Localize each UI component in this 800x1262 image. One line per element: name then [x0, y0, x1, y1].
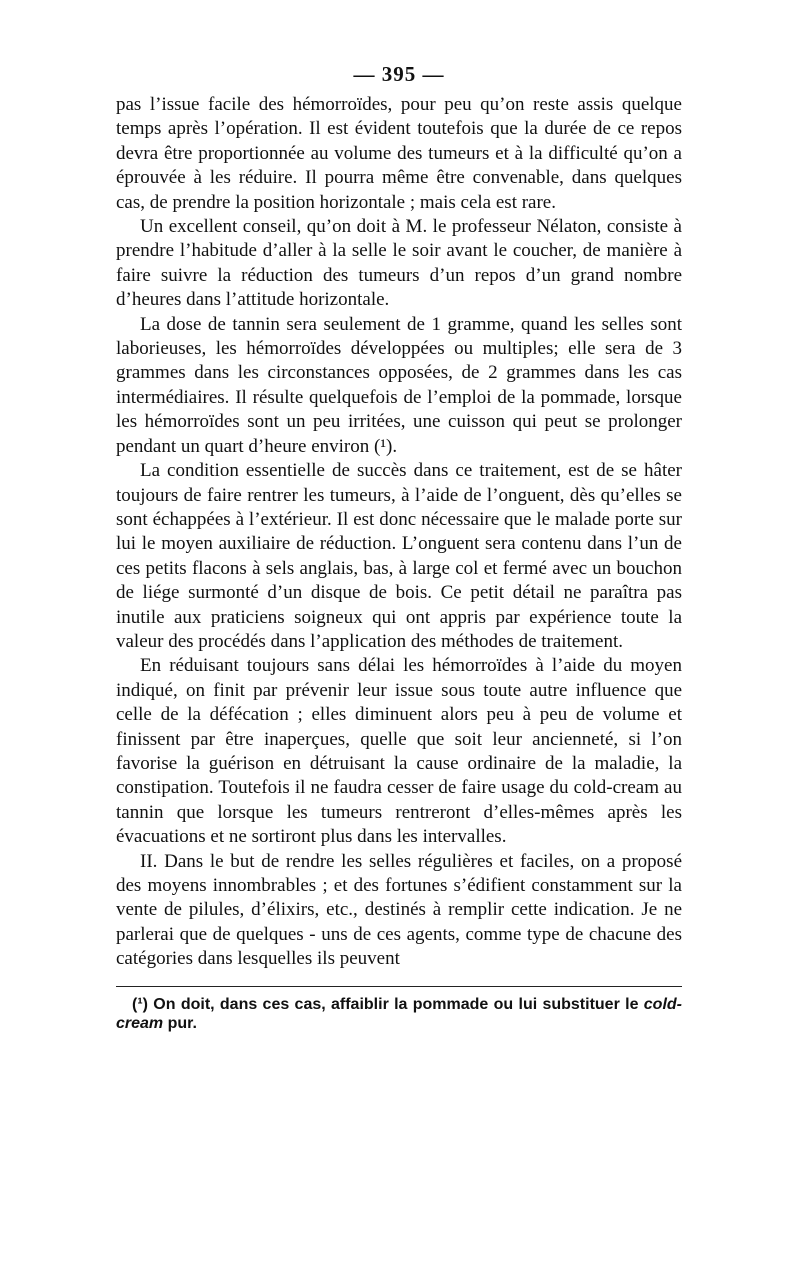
footnote-divider [116, 986, 682, 987]
footnote [116, 995, 682, 1033]
book-page [116, 55, 682, 1033]
paragraph-3: La dose de tannin sera seulement de 1 gramme, quand les selles sont laborieuses, les hémorroïdes développées ou multiples; elle sera de 3 grammes dans les circonstances opposées, de 2 grammes dans les cas intermédiaires. Il résulte quelquefois de l’emploi de la pommade, lorsque les hémorroïdes sont un peu irritées, une cuisson qui peut se prolonger pendant un quart d’heure environ (¹). [116, 313, 682, 457]
footnote-text: (¹) On doit, dans ces cas, affaiblir la pommade ou lui substituer le [132, 995, 639, 1013]
footnote-end: pur. [167, 1014, 197, 1032]
paragraph-5: En réduisant toujours sans délai les hémorroïdes à l’aide du moyen indiqué, on finit par prévenir leur issue sous toute autre influence que celle de la défécation ; elles diminuent alors peu à peu de volume et finissent par être inaperçues, quelle que soit leur ancienneté, si l’on favorise la guérison en détruisant la cause ordinaire de la maladie, la constipation. Toutefois il ne faudra cesser de faire usage du cold-cream au tannin que lorsque les tumeurs rentreront d’elles-mêmes après les évacuations et ne sortiront plus dans les intervalles. [116, 655, 682, 848]
footnote-italic-term: cold-cream [116, 995, 682, 1032]
paragraph-1: pas l’issue facile des hémorroïdes, pour peu qu’on reste assis quelque temps après l’opération. Il est évident toutefois que la durée de ce repos devra être proportionnée au volume des tumeurs et à la difficulté qu’on a éprouvée à les réduire. Il pourra même être convenable, dans quelques cas, de prendre la position horizontale ; mais cela est rare. [116, 94, 682, 213]
page-number: — 395 — [353, 62, 445, 86]
paragraph-6: II. Dans le but de rendre les selles régulières et faciles, on a proposé des moyens innombrables ; et des fortunes s’édifient constamment sur la vente de pilules, d’élixirs, etc., destinés à remplir cette indication. Je ne parlerai que de quelques - uns de ces agents, comme type de chacune des catégories dans lesquelles ils peuvent [116, 850, 682, 970]
paragraph-2: Un excellent conseil, qu’on doit à M. le professeur Nélaton, consiste à prendre l’habitude d’aller à la selle le soir avant le coucher, de manière à faire suivre la réduction des tumeurs d’un repos d’un grand nombre d’heures dans l’attitude horizontale. [116, 216, 682, 311]
paragraph-4: La condition essentielle de succès dans ce traitement, est de se hâter toujours de faire rentrer les tumeurs, à l’aide de l’onguent, dès qu’elles se sont échappées à l’extérieur. Il est donc nécessaire que le malade porte sur lui le moyen auxiliaire de réduction. L’onguent sera contenu dans l’un de ces petits flacons à sels anglais, bas, à large col et fermé avec un bouchon de liége surmonté d’un disque de bois. Ce petit détail ne paraîtra pas inutile aux praticiens soigneux qui ont appris par expérience toute la valeur des procédés dans l’application des méthodes de traitement. [116, 460, 682, 652]
